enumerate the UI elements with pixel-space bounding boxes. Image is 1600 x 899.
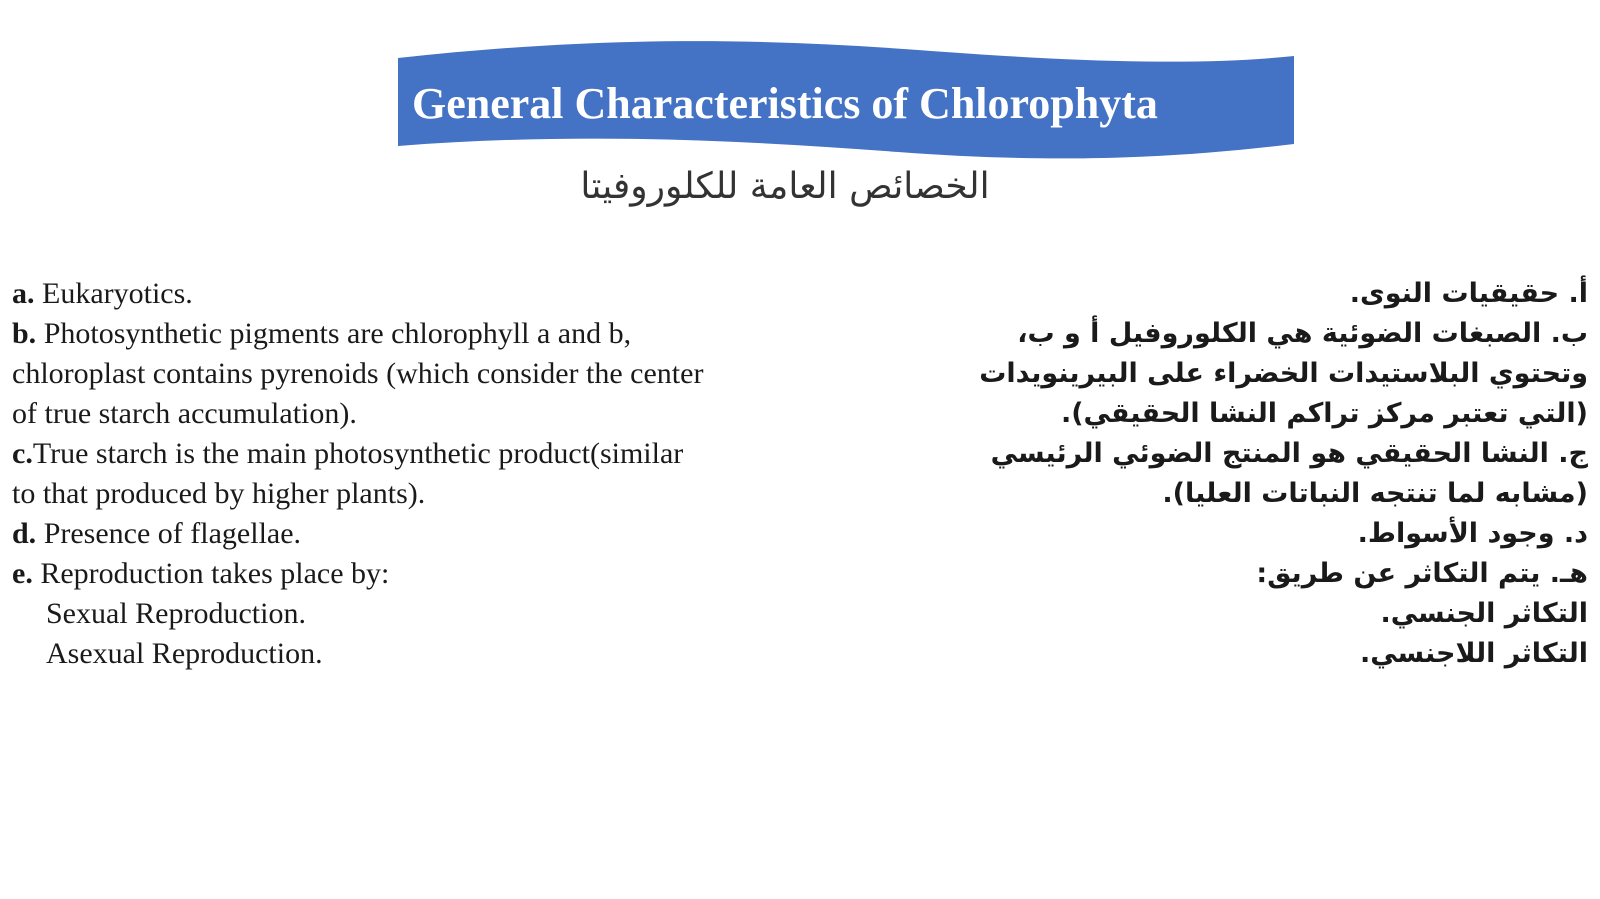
item-text: True starch is the main photosynthetic product(similar [32, 437, 684, 470]
item-text: chloroplast contains pyrenoids (which consider the center [12, 357, 704, 390]
arabic-line: التكاثر الجنسي. [1380, 598, 1588, 629]
item-text: Eukaryotics. [34, 277, 193, 310]
english-column [12, 274, 812, 674]
item-label: c. [12, 437, 33, 470]
arabic-line: ج. النشا الحقيقي هو المنتج الضوئي الرئيسي [990, 438, 1588, 469]
arabic-line: التكاثر اللاجنسي. [1359, 638, 1588, 669]
slide-title: General Characteristics of Chlorophyta [412, 79, 1158, 128]
english-line [12, 274, 812, 314]
english-line [12, 354, 812, 394]
item-label: b. [12, 317, 37, 350]
title-banner [398, 40, 1294, 164]
arabic-subtitle: الخصائص العامة للكلوروفيتا [580, 166, 990, 207]
item-text: Photosynthetic pigments are chlorophyll a and b, [36, 317, 632, 350]
english-sub-item: Sexual Reproduction. [46, 597, 306, 630]
item-label: d. [12, 517, 37, 550]
arabic-line: وتحتوي البلاستيدات الخضراء على البيرينويدات [979, 358, 1588, 389]
english-line [12, 434, 812, 474]
arabic-line: ب. الصبغات الضوئية هي الكلوروفيل أ و ب، [1017, 318, 1588, 349]
item-label: a. [12, 277, 35, 310]
english-sub-item: Asexual Reproduction. [46, 637, 323, 670]
english-line [12, 554, 812, 594]
item-text: of true starch accumulation). [12, 397, 357, 430]
arabic-line: د. وجود الأسواط. [1357, 518, 1588, 549]
item-label: e. [12, 557, 33, 590]
arabic-line: (التي تعتبر مركز تراكم النشا الحقيقي). [1060, 398, 1588, 429]
item-text: Reproduction takes place by: [32, 557, 390, 590]
arabic-line: (مشابه لما تنتجه النباتات العليا). [1162, 478, 1588, 509]
english-line [12, 314, 812, 354]
item-text: to that produced by higher plants). [12, 477, 426, 510]
english-line [12, 474, 812, 514]
arabic-line: أ. حقيقيات النوى. [1349, 278, 1588, 309]
english-line [12, 514, 812, 554]
arabic-column [828, 274, 1588, 674]
arabic-line: هـ. يتم التكاثر عن طريق: [1256, 558, 1588, 589]
english-line [12, 394, 812, 434]
item-text: Presence of flagellae. [36, 517, 302, 550]
